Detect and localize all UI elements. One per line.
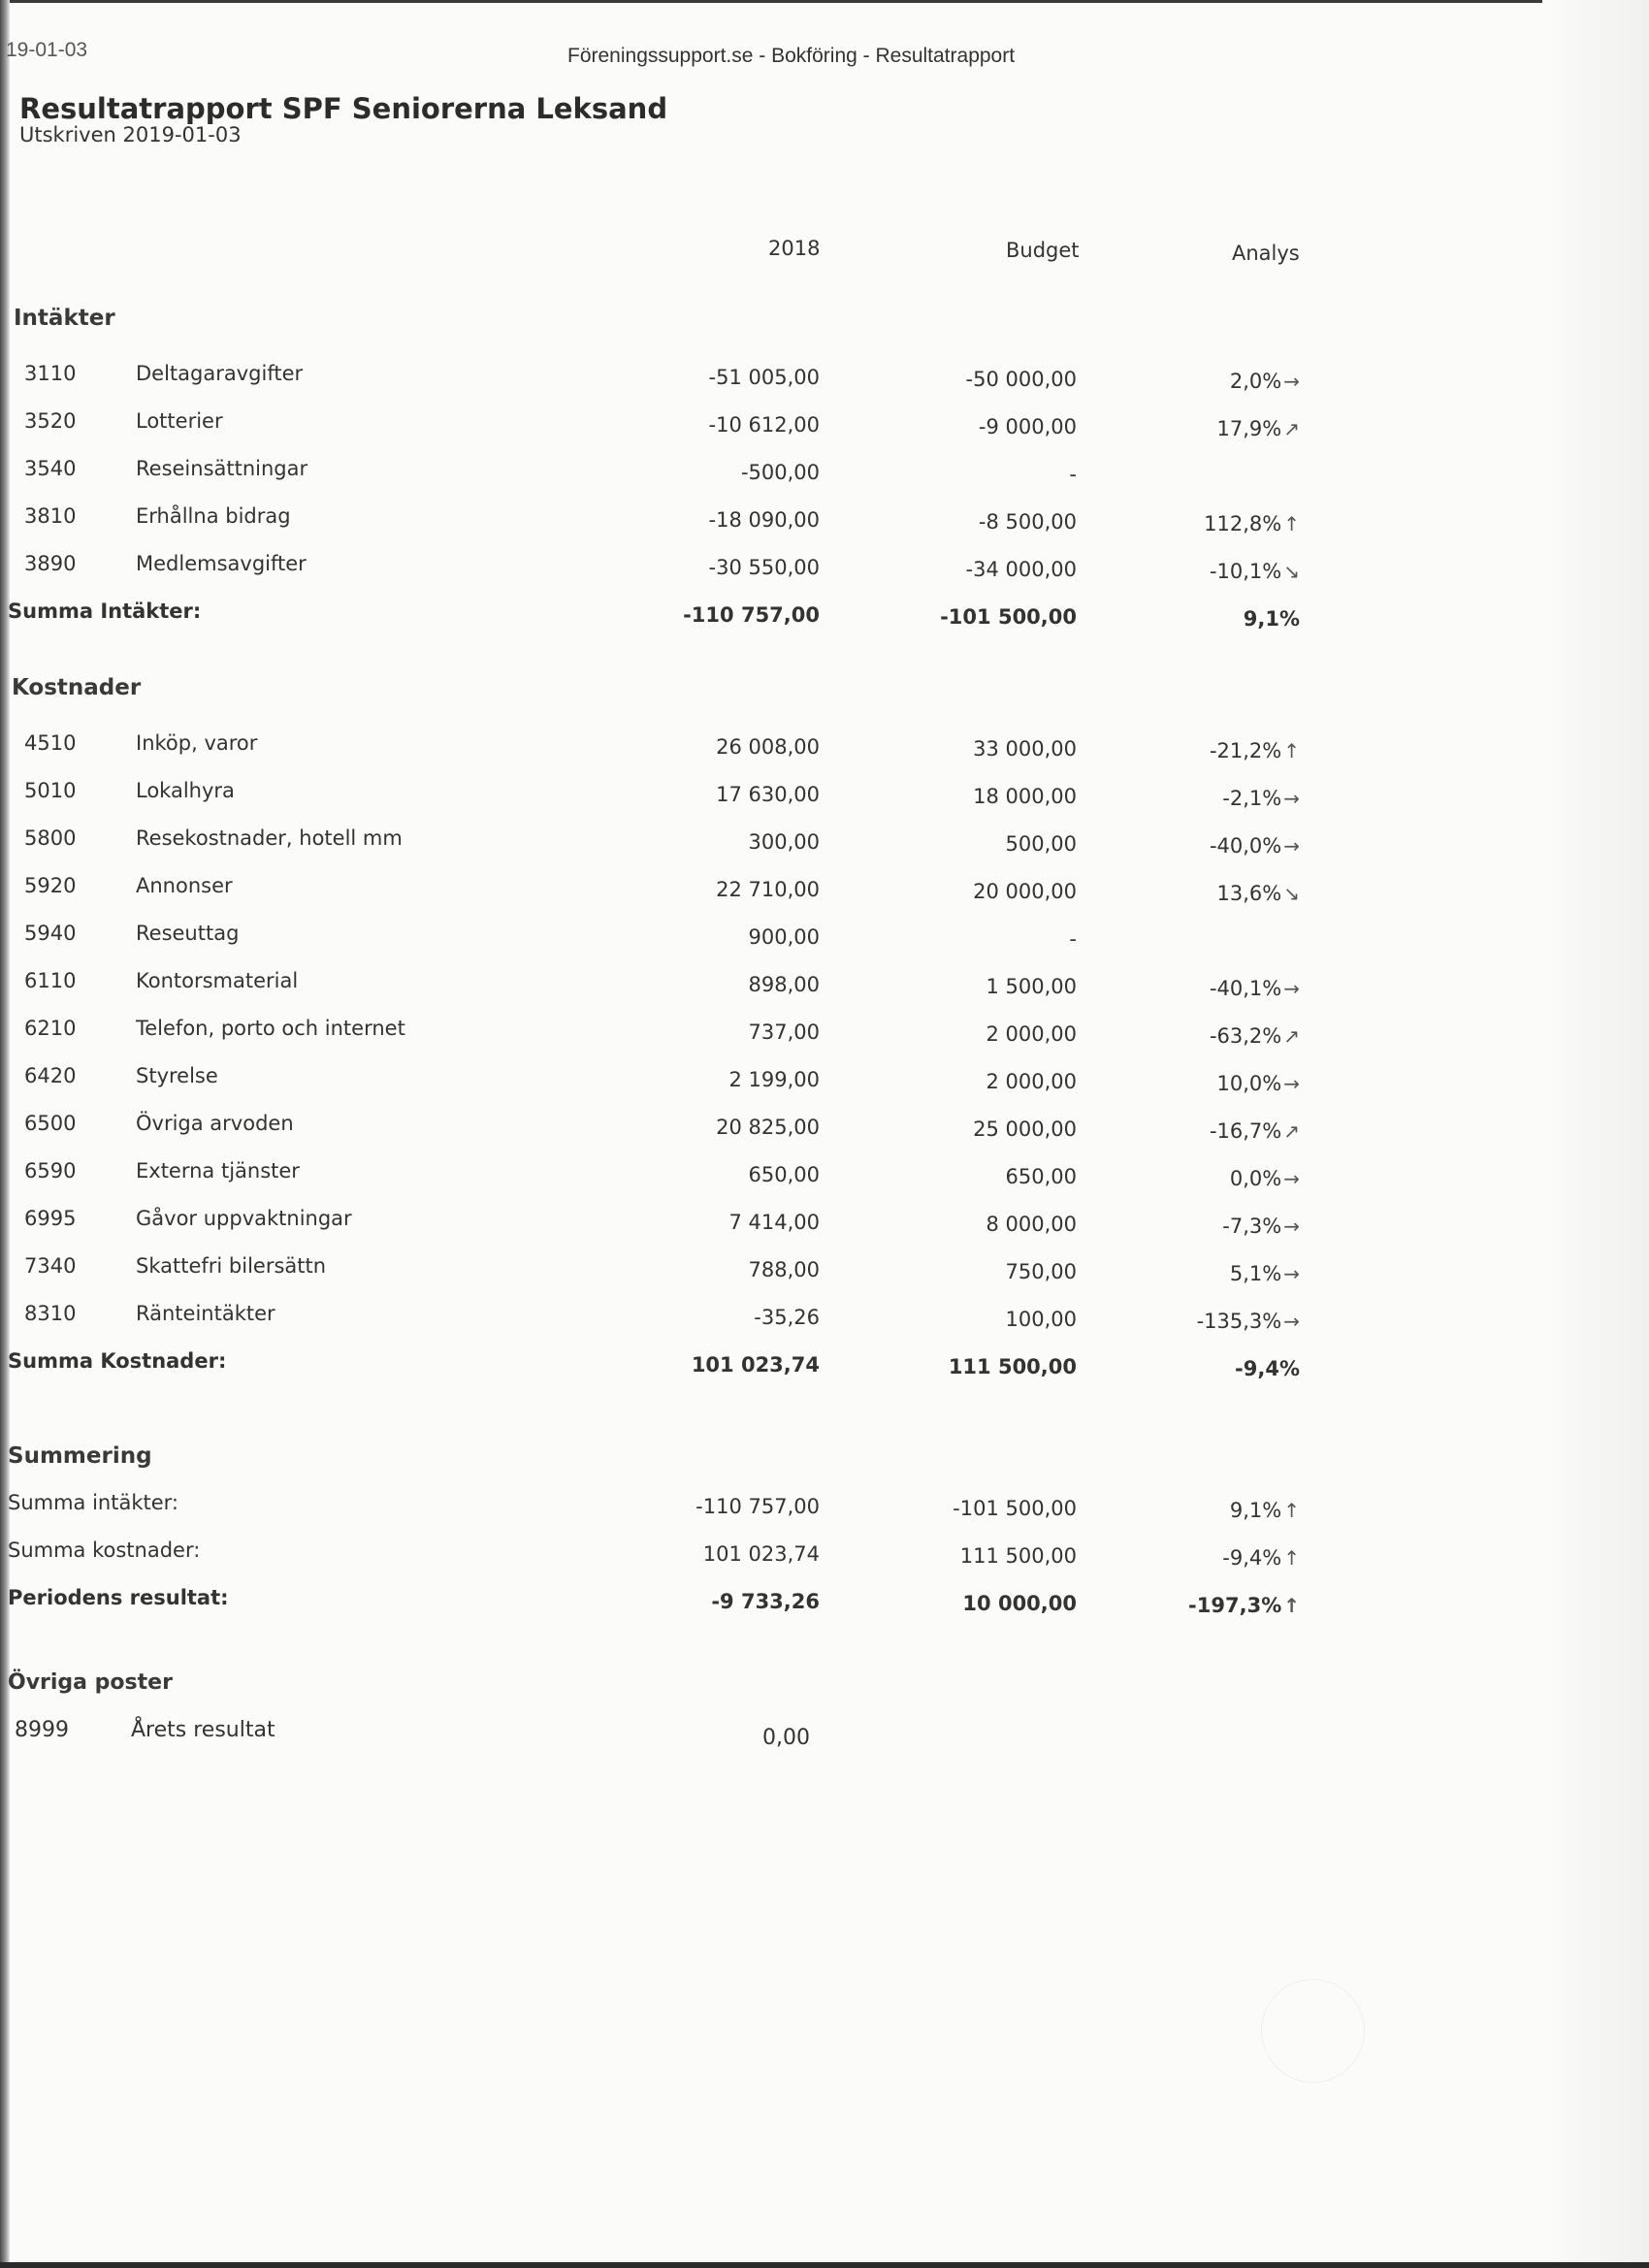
table-row xyxy=(0,1718,1552,1757)
analys-percent: -2,1% xyxy=(1222,787,1282,810)
value-2018: -35,26 xyxy=(754,1306,820,1329)
sum-row-intakter xyxy=(0,599,1552,638)
sum-analys: 9,1% xyxy=(1243,607,1300,631)
analys-percent: 0,0% xyxy=(1229,1167,1282,1190)
period-result-row xyxy=(0,1586,1552,1625)
report-subtitle: Utskriven 2019-01-03 xyxy=(19,123,242,146)
analys-percent: 10,0% xyxy=(1216,1072,1282,1095)
section-title-kostnader: Kostnader xyxy=(12,675,142,700)
analys-percent: -7,3% xyxy=(1222,1215,1282,1238)
sum-analys: -9,4% xyxy=(1235,1357,1300,1380)
analys-percent: -63,2% xyxy=(1209,1024,1282,1048)
value-budget: 33 000,00 xyxy=(973,737,1077,761)
summary-label: Summa intäkter: xyxy=(8,1491,178,1514)
value-2018: -51 005,00 xyxy=(708,366,820,389)
account-name: Lotterier xyxy=(136,409,223,433)
account-name: Styrelse xyxy=(136,1064,218,1087)
value-budget: - xyxy=(1069,463,1077,486)
value-analys xyxy=(1106,1119,1300,1143)
paper-mark xyxy=(1261,1979,1365,2083)
value-2018: 26 008,00 xyxy=(716,735,820,759)
sum-2018: 101 023,74 xyxy=(691,1353,820,1377)
value-analys xyxy=(1106,1024,1300,1048)
summary-row xyxy=(0,1491,1552,1530)
column-header-budget: Budget xyxy=(1006,239,1080,262)
account-name: Årets resultat xyxy=(131,1718,275,1742)
account-number: 5800 xyxy=(24,826,77,850)
trend-arrow-icon: ↑ xyxy=(1283,512,1300,535)
value-2018: 300,00 xyxy=(748,830,820,854)
scan-edge-right xyxy=(1542,0,1649,2268)
account-number: 6210 xyxy=(24,1017,77,1040)
account-name: Inköp, varor xyxy=(136,731,258,755)
sum-2018: -110 757,00 xyxy=(683,603,820,627)
account-number: 4510 xyxy=(24,731,77,755)
value-budget: 2 000,00 xyxy=(986,1070,1077,1093)
value-analys xyxy=(1106,929,1300,953)
account-name: Lokalhyra xyxy=(136,779,235,802)
value-2018: 101 023,74 xyxy=(702,1542,820,1566)
account-number: 7340 xyxy=(24,1254,77,1278)
scan-edge-bottom xyxy=(0,2262,1649,2268)
table-row xyxy=(0,362,1552,401)
value-2018: 0,00 xyxy=(762,1726,810,1750)
section-title-intakter: Intäkter xyxy=(14,306,115,331)
account-number: 8999 xyxy=(15,1718,69,1742)
value-budget: 100,00 xyxy=(1005,1308,1077,1331)
account-number: 5920 xyxy=(24,874,77,897)
value-2018: -9 733,26 xyxy=(711,1590,820,1613)
analys-percent: 112,8% xyxy=(1204,512,1282,535)
value-2018: -30 550,00 xyxy=(708,556,820,579)
account-name: Deltagaravgifter xyxy=(136,362,304,385)
value-2018: 900,00 xyxy=(748,925,820,949)
account-name: Kontorsmaterial xyxy=(136,969,299,992)
scan-edge-top xyxy=(0,0,1649,3)
value-budget: 750,00 xyxy=(1005,1260,1077,1283)
trend-arrow-icon: → xyxy=(1283,834,1300,858)
trend-arrow-icon: ↗ xyxy=(1283,1024,1300,1048)
table-row xyxy=(0,1112,1552,1150)
trend-arrow-icon: → xyxy=(1283,1262,1300,1285)
value-analys xyxy=(1106,882,1300,905)
analys-percent: -40,1% xyxy=(1209,977,1282,1000)
trend-arrow-icon: ↘ xyxy=(1283,560,1300,583)
value-2018: 2 199,00 xyxy=(728,1068,820,1091)
value-analys xyxy=(1106,465,1300,488)
value-analys xyxy=(1106,1499,1300,1522)
value-analys xyxy=(1106,834,1300,858)
site-title: Föreningssupport.se - Bokföring - Resultatrapport xyxy=(567,45,1016,67)
trend-arrow-icon: ↑ xyxy=(1283,1546,1300,1570)
value-analys xyxy=(1106,1262,1300,1285)
table-row xyxy=(0,504,1552,543)
analys-percent: -10,1% xyxy=(1209,560,1282,583)
sum-row-kostnader xyxy=(0,1349,1552,1388)
value-budget: 2 000,00 xyxy=(986,1022,1077,1046)
account-name: Resekostnader, hotell mm xyxy=(136,826,403,850)
account-name: Reseinsättningar xyxy=(136,457,308,480)
period-result-label: Periodens resultat: xyxy=(8,1586,229,1609)
trend-arrow-icon: → xyxy=(1283,1167,1300,1190)
table-row xyxy=(0,1159,1552,1198)
value-budget: 1 500,00 xyxy=(986,975,1077,998)
trend-arrow-icon: ↗ xyxy=(1283,417,1300,440)
table-row xyxy=(0,922,1552,960)
value-analys xyxy=(1106,787,1300,810)
value-2018: 737,00 xyxy=(748,1021,820,1044)
summary-row xyxy=(0,1539,1552,1577)
account-number: 5940 xyxy=(24,922,77,945)
value-analys xyxy=(1106,1072,1300,1095)
account-number: 3810 xyxy=(24,504,77,528)
account-number: 6995 xyxy=(24,1207,77,1230)
trend-arrow-icon: ↘ xyxy=(1283,882,1300,905)
account-number: 8310 xyxy=(24,1302,77,1325)
table-row xyxy=(0,1064,1552,1103)
value-2018: -500,00 xyxy=(740,461,820,484)
account-number: 3540 xyxy=(24,457,77,480)
trend-arrow-icon: → xyxy=(1283,977,1300,1000)
value-analys xyxy=(1106,739,1300,762)
account-name: Erhållna bidrag xyxy=(136,504,291,528)
value-budget: 10 000,00 xyxy=(962,1592,1077,1615)
value-budget: 18 000,00 xyxy=(973,785,1077,808)
account-number: 3110 xyxy=(24,362,77,385)
account-number: 6500 xyxy=(24,1112,77,1135)
table-row xyxy=(0,552,1552,591)
table-row xyxy=(0,779,1552,818)
table-row xyxy=(0,409,1552,448)
account-name: Övriga arvoden xyxy=(136,1112,294,1135)
value-analys xyxy=(1106,1167,1300,1190)
section-title-summering: Summering xyxy=(8,1443,152,1469)
print-date: 19-01-03 xyxy=(6,39,88,61)
trend-arrow-icon: ↑ xyxy=(1283,1594,1300,1617)
value-2018: 898,00 xyxy=(748,973,820,996)
account-number: 5010 xyxy=(24,779,77,802)
section-title-ovriga: Övriga poster xyxy=(8,1670,173,1695)
value-analys xyxy=(1106,977,1300,1000)
table-row xyxy=(0,1017,1552,1055)
value-2018: 22 710,00 xyxy=(716,878,820,901)
value-analys xyxy=(1106,1310,1300,1333)
account-number: 3520 xyxy=(24,409,77,433)
analys-percent: -197,3% xyxy=(1188,1594,1282,1617)
summary-label: Summa kostnader: xyxy=(8,1539,201,1562)
analys-percent: -9,4% xyxy=(1222,1546,1282,1570)
trend-arrow-icon: → xyxy=(1283,1215,1300,1238)
account-name: Annonser xyxy=(136,874,233,897)
analys-percent: -16,7% xyxy=(1209,1119,1282,1143)
trend-arrow-icon: → xyxy=(1283,787,1300,810)
analys-percent: -40,0% xyxy=(1209,834,1282,858)
account-name: Ränteintäkter xyxy=(136,1302,275,1325)
value-budget: -34 000,00 xyxy=(965,558,1077,581)
sum-label: Summa Intäkter: xyxy=(8,599,202,623)
account-name: Medlemsavgifter xyxy=(136,552,307,575)
analys-percent: -135,3% xyxy=(1196,1310,1282,1333)
table-row xyxy=(0,1207,1552,1246)
value-analys xyxy=(1106,1215,1300,1238)
value-2018: 7 414,00 xyxy=(728,1211,820,1234)
value-budget: -9 000,00 xyxy=(978,415,1077,438)
analys-percent: 13,6% xyxy=(1216,882,1282,905)
account-name: Telefon, porto och internet xyxy=(136,1017,405,1040)
value-2018: 788,00 xyxy=(748,1258,820,1281)
value-budget: 650,00 xyxy=(1005,1165,1077,1188)
table-row xyxy=(0,1254,1552,1293)
analys-percent: 9,1% xyxy=(1229,1499,1282,1522)
value-analys xyxy=(1106,1594,1300,1617)
account-number: 6590 xyxy=(24,1159,77,1183)
value-budget: -50 000,00 xyxy=(965,368,1077,391)
account-number: 6420 xyxy=(24,1064,77,1087)
account-name: Gåvor uppvaktningar xyxy=(136,1207,352,1230)
trend-arrow-icon: ↗ xyxy=(1283,1119,1300,1143)
analys-percent: 5,1% xyxy=(1229,1262,1282,1285)
sum-label: Summa Kostnader: xyxy=(8,1349,227,1373)
value-2018: -18 090,00 xyxy=(708,508,820,532)
table-row xyxy=(0,1302,1552,1341)
analys-percent: 2,0% xyxy=(1229,370,1282,393)
value-budget: 500,00 xyxy=(1005,832,1077,856)
value-budget: 111 500,00 xyxy=(959,1544,1077,1568)
value-analys xyxy=(1106,417,1300,440)
report-title: Resultatrapport SPF Seniorerna Leksand xyxy=(19,92,668,125)
analys-percent: 17,9% xyxy=(1216,417,1282,440)
column-header-2018: 2018 xyxy=(768,237,821,260)
account-name: Externa tjänster xyxy=(136,1159,300,1183)
value-analys xyxy=(1106,1546,1300,1570)
trend-arrow-icon: ↑ xyxy=(1283,739,1300,762)
value-2018: 20 825,00 xyxy=(716,1116,820,1139)
trend-arrow-icon: → xyxy=(1283,1072,1300,1095)
table-row xyxy=(0,731,1552,770)
table-row xyxy=(0,874,1552,913)
sum-budget: -101 500,00 xyxy=(940,605,1077,629)
account-number: 6110 xyxy=(24,969,77,992)
value-2018: -110 757,00 xyxy=(695,1495,820,1518)
value-budget: 8 000,00 xyxy=(986,1213,1077,1236)
value-budget: 25 000,00 xyxy=(973,1118,1077,1141)
value-2018: 17 630,00 xyxy=(716,783,820,806)
value-budget: - xyxy=(1069,927,1077,951)
trend-arrow-icon: → xyxy=(1283,370,1300,393)
value-budget: 20 000,00 xyxy=(973,880,1077,903)
account-name: Reseuttag xyxy=(136,922,240,945)
value-budget: -101 500,00 xyxy=(953,1497,1077,1520)
value-analys xyxy=(1106,560,1300,583)
value-2018: -10 612,00 xyxy=(708,413,820,437)
account-name: Skattefri bilersättn xyxy=(136,1254,327,1278)
trend-arrow-icon: ↑ xyxy=(1283,1499,1300,1522)
trend-arrow-icon: → xyxy=(1283,1310,1300,1333)
analys-percent: -21,2% xyxy=(1209,739,1282,762)
value-budget: -8 500,00 xyxy=(978,510,1077,534)
table-row xyxy=(0,969,1552,1008)
column-header-analys: Analys xyxy=(1232,242,1300,265)
table-row xyxy=(0,826,1552,865)
sum-budget: 111 500,00 xyxy=(948,1355,1077,1378)
value-analys xyxy=(1106,370,1300,393)
table-row xyxy=(0,457,1552,496)
value-analys xyxy=(1106,512,1300,535)
value-2018: 650,00 xyxy=(748,1163,820,1186)
account-number: 3890 xyxy=(24,552,77,575)
